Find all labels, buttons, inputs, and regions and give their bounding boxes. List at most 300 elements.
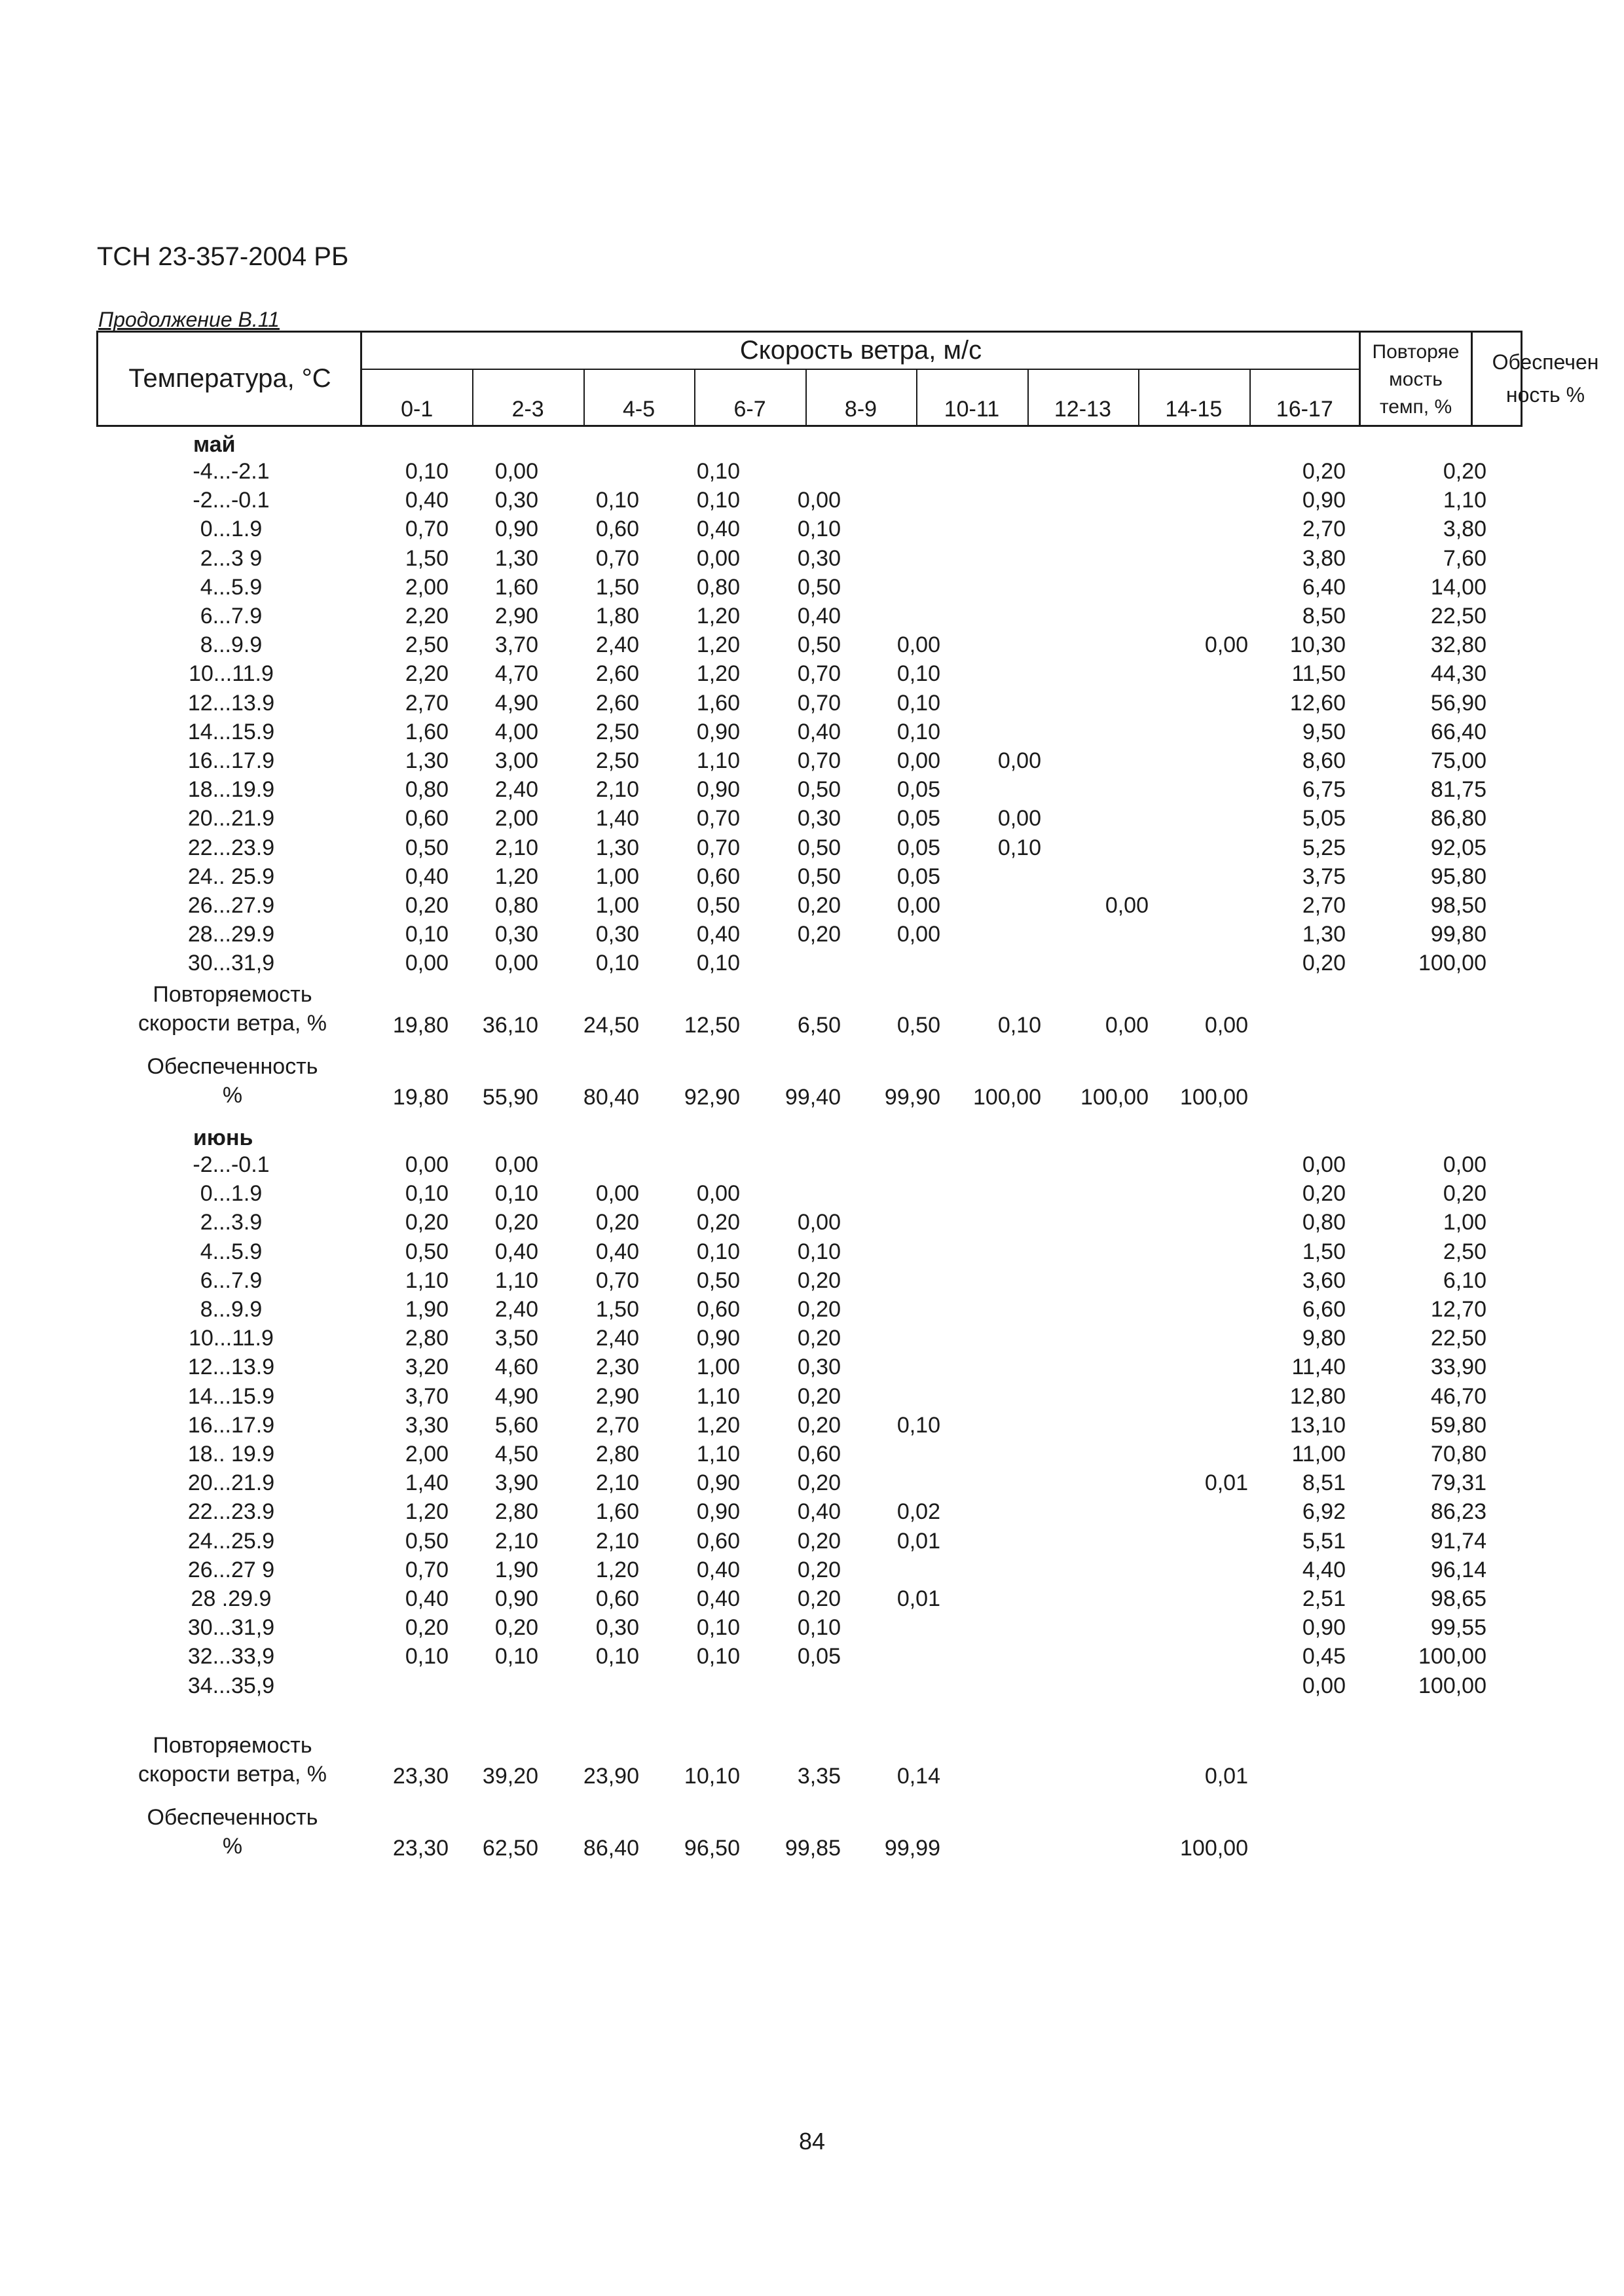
- obes-cell: 7,60: [1443, 545, 1486, 571]
- summary-obes-label: %: [222, 1833, 243, 1859]
- table-row: [0, 920, 1624, 949]
- obes-header-line-2: ность %: [1505, 383, 1585, 407]
- summary-value: 23,90: [583, 1763, 639, 1789]
- value-cell: 0,50: [696, 893, 740, 918]
- value-cell: 0,90: [494, 1586, 538, 1611]
- value-cell: 3,30: [405, 1412, 449, 1438]
- value-cell: 0,05: [896, 864, 940, 889]
- value-cell: 2,80: [595, 1442, 639, 1467]
- temperature-range: 4...5.9: [200, 574, 263, 600]
- value-cell: 0,10: [696, 488, 740, 513]
- temperature-range: 12...13.9: [187, 1355, 275, 1380]
- value-cell: 1,90: [494, 1557, 538, 1582]
- temperature-range: 14...15.9: [187, 719, 275, 744]
- table-row: [0, 1179, 1624, 1208]
- repeat-cell: 0,20: [1302, 951, 1346, 976]
- obes-cell: 46,70: [1430, 1383, 1486, 1409]
- speed-bin-header: 12-13: [1054, 397, 1111, 422]
- repeat-cell: 11,40: [1291, 1355, 1346, 1380]
- value-cell: 0,30: [494, 922, 538, 947]
- obes-cell: 14,00: [1430, 574, 1486, 600]
- value-cell: 2,50: [405, 632, 449, 658]
- table-row: [0, 486, 1624, 515]
- table-row: [0, 1208, 1624, 1237]
- value-cell: 0,90: [696, 777, 740, 803]
- table-row: [0, 1671, 1624, 1700]
- value-cell: 0,60: [696, 1297, 740, 1322]
- value-cell: 0,30: [595, 1615, 639, 1641]
- repeat-cell: 0,00: [1302, 1673, 1346, 1698]
- value-cell: 0,20: [797, 1528, 841, 1554]
- temperature-range: 34...35,9: [187, 1673, 275, 1698]
- repeat-cell: 9,50: [1302, 719, 1346, 744]
- value-cell: 0,05: [896, 777, 940, 803]
- value-cell: 0,05: [797, 1644, 841, 1669]
- table-row: [0, 1382, 1624, 1411]
- summary-value: 100,00: [1180, 1835, 1248, 1861]
- value-cell: 0,60: [405, 806, 449, 831]
- obes-cell: 95,80: [1430, 864, 1486, 889]
- summary-value: 99,90: [884, 1084, 940, 1110]
- repeat-cell: 0,45: [1302, 1644, 1346, 1669]
- value-cell: 4,70: [494, 661, 538, 687]
- value-cell: 0,10: [896, 690, 940, 716]
- value-cell: 0,20: [696, 1210, 740, 1235]
- repeat-cell: 0,00: [1302, 1152, 1346, 1177]
- value-cell: 0,10: [797, 1239, 841, 1264]
- value-cell: 1,30: [595, 835, 639, 860]
- repeat-cell: 0,80: [1302, 1210, 1346, 1235]
- repeat-cell: 8,50: [1302, 604, 1346, 629]
- summary-value: 24,50: [583, 1012, 639, 1038]
- summary-value: 6,50: [797, 1012, 841, 1038]
- temperature-range: 26...27.9: [187, 893, 275, 918]
- repeat-cell: 12,60: [1289, 690, 1346, 716]
- summary-repeat-label: Повторяемость: [153, 1732, 312, 1758]
- month-title: май: [193, 432, 236, 457]
- temperature-range: 8...9.9: [200, 1297, 263, 1322]
- value-cell: 2,20: [405, 661, 449, 687]
- value-cell: 2,50: [595, 748, 639, 773]
- temperature-range: 30...31,9: [187, 1615, 275, 1641]
- value-cell: 0,00: [797, 1210, 841, 1235]
- table-row: [0, 1642, 1624, 1671]
- repeat-cell: 5,51: [1302, 1528, 1346, 1554]
- obes-cell: 91,74: [1430, 1528, 1486, 1554]
- value-cell: 2,80: [494, 1499, 538, 1525]
- value-cell: 0,80: [405, 777, 449, 803]
- value-cell: 1,10: [494, 1267, 538, 1293]
- obes-cell: 86,80: [1430, 806, 1486, 831]
- value-cell: 2,10: [595, 1528, 639, 1554]
- obes-cell: 79,31: [1430, 1470, 1486, 1496]
- summary-value: 99,40: [784, 1084, 841, 1110]
- temperature-range: -2...-0.1: [193, 1152, 270, 1177]
- value-cell: 0,00: [405, 951, 449, 976]
- value-cell: 0,50: [405, 835, 449, 860]
- speed-bin-header: 4-5: [623, 397, 655, 422]
- value-cell: 1,60: [696, 690, 740, 716]
- repeat-header-line-2: мость: [1389, 368, 1443, 390]
- value-cell: 0,10: [696, 459, 740, 484]
- value-cell: 0,10: [405, 1644, 449, 1669]
- value-cell: 1,30: [405, 748, 449, 773]
- table-row: [0, 1613, 1624, 1642]
- value-cell: 1,00: [696, 1355, 740, 1380]
- value-cell: 5,60: [494, 1412, 538, 1438]
- summary-value: 0,01: [1204, 1763, 1248, 1789]
- obes-cell: 2,50: [1443, 1239, 1486, 1264]
- value-cell: 0,90: [696, 1499, 740, 1525]
- value-cell: 0,70: [405, 517, 449, 542]
- repeat-cell: 3,75: [1302, 864, 1346, 889]
- obes-cell: 100,00: [1418, 1673, 1486, 1698]
- obes-cell: 75,00: [1430, 748, 1486, 773]
- summary-value: 100,00: [1180, 1084, 1248, 1110]
- value-cell: 2,10: [595, 1470, 639, 1496]
- value-cell: 0,60: [696, 1528, 740, 1554]
- table-row: [0, 949, 1624, 977]
- value-cell: 0,20: [797, 1412, 841, 1438]
- value-cell: 0,60: [595, 517, 639, 542]
- value-cell: 1,20: [696, 632, 740, 658]
- value-cell: 0,10: [797, 517, 841, 542]
- value-cell: 2,40: [595, 1326, 639, 1351]
- table-row: [0, 1237, 1624, 1266]
- summary-value: 23,30: [392, 1763, 449, 1789]
- value-cell: 4,60: [494, 1355, 538, 1380]
- value-cell: 4,50: [494, 1442, 538, 1467]
- obes-cell: 92,05: [1430, 835, 1486, 860]
- value-cell: 1,40: [595, 806, 639, 831]
- value-cell: 0,20: [797, 1326, 841, 1351]
- value-cell: 0,60: [797, 1442, 841, 1467]
- repeat-cell: 5,25: [1302, 835, 1346, 860]
- value-cell: 1,10: [696, 1383, 740, 1409]
- value-cell: 0,10: [595, 951, 639, 976]
- table-row: [0, 689, 1624, 718]
- value-cell: 3,70: [405, 1383, 449, 1409]
- table-row: [0, 718, 1624, 746]
- value-cell: 0,40: [405, 1586, 449, 1611]
- value-cell: 0,01: [896, 1528, 940, 1554]
- speed-bin-header: 0-1: [401, 397, 434, 422]
- value-cell: 0,00: [896, 893, 940, 918]
- table-row: [0, 804, 1624, 833]
- value-cell: 0,20: [797, 1297, 841, 1322]
- obes-cell: 59,80: [1430, 1412, 1486, 1438]
- summary-value: 0,00: [1105, 1012, 1149, 1038]
- value-cell: 0,10: [896, 719, 940, 744]
- value-cell: 0,20: [797, 1557, 841, 1582]
- table-row: [0, 630, 1624, 659]
- value-cell: 2,00: [494, 806, 538, 831]
- value-cell: 0,70: [797, 661, 841, 687]
- speed-bin-header: 10-11: [944, 397, 1000, 422]
- value-cell: 0,10: [595, 1644, 639, 1669]
- value-cell: 0,50: [797, 777, 841, 803]
- obes-cell: 99,55: [1430, 1615, 1486, 1641]
- value-cell: 0,10: [405, 1181, 449, 1207]
- value-cell: 4,00: [494, 719, 538, 744]
- summary-value: 99,99: [884, 1835, 940, 1861]
- page-number: 84: [798, 2128, 826, 2155]
- wind-speed-header: Скорость ветра, м/с: [739, 336, 982, 365]
- obes-cell: 6,10: [1443, 1267, 1486, 1293]
- value-cell: 4,90: [494, 1383, 538, 1409]
- value-cell: 1,60: [405, 719, 449, 744]
- table-row: [0, 1440, 1624, 1468]
- value-cell: 1,10: [696, 1442, 740, 1467]
- value-cell: 0,40: [696, 1557, 740, 1582]
- value-cell: 0,00: [494, 951, 538, 976]
- value-cell: 0,40: [696, 922, 740, 947]
- obes-cell: 100,00: [1418, 951, 1486, 976]
- obes-cell: 100,00: [1418, 1644, 1486, 1669]
- value-cell: 0,40: [797, 1499, 841, 1525]
- temperature-range: 20...21.9: [187, 806, 275, 831]
- value-cell: 0,20: [494, 1615, 538, 1641]
- summary-value: 0,14: [896, 1763, 940, 1789]
- temperature-range: 30...31,9: [187, 951, 275, 976]
- value-cell: 0,10: [896, 661, 940, 687]
- value-cell: 1,90: [405, 1297, 449, 1322]
- value-cell: 0,00: [405, 1152, 449, 1177]
- value-cell: 0,00: [696, 545, 740, 571]
- value-cell: 2,90: [595, 1383, 639, 1409]
- temperature-range: 6...7.9: [200, 1267, 263, 1293]
- table-row: [0, 775, 1624, 804]
- value-cell: 1,80: [595, 604, 639, 629]
- value-cell: 0,05: [896, 835, 940, 860]
- table-row: [0, 1295, 1624, 1324]
- value-cell: 0,10: [405, 459, 449, 484]
- repeat-cell: 6,92: [1302, 1499, 1346, 1525]
- table-row: [0, 833, 1624, 862]
- repeat-cell: 0,20: [1302, 1181, 1346, 1207]
- obes-cell: 33,90: [1430, 1355, 1486, 1380]
- temperature-range: 24...25.9: [187, 1528, 275, 1554]
- repeat-cell: 9,80: [1302, 1326, 1346, 1351]
- value-cell: 0,60: [595, 1586, 639, 1611]
- temperature-range: 26...27 9: [187, 1557, 275, 1582]
- temperature-range: 6...7.9: [200, 604, 263, 629]
- value-cell: 1,00: [595, 893, 639, 918]
- value-cell: 0,10: [696, 1239, 740, 1264]
- repeat-cell: 8,51: [1302, 1470, 1346, 1496]
- value-cell: 0,00: [997, 748, 1041, 773]
- value-cell: 0,70: [797, 748, 841, 773]
- table-row: [0, 1584, 1624, 1613]
- value-cell: 2,70: [595, 1412, 639, 1438]
- repeat-cell: 3,80: [1302, 545, 1346, 571]
- value-cell: 0,10: [405, 922, 449, 947]
- obes-cell: 96,14: [1430, 1557, 1486, 1582]
- temperature-range: 28 .29.9: [191, 1586, 272, 1611]
- summary-repeat-label: скорости ветра, %: [138, 1761, 327, 1787]
- value-cell: 0,50: [797, 835, 841, 860]
- value-cell: 2,60: [595, 690, 639, 716]
- repeat-cell: 2,70: [1302, 517, 1346, 542]
- summary-value: 55,90: [482, 1084, 538, 1110]
- value-cell: 0,20: [797, 893, 841, 918]
- value-cell: 0,00: [1105, 893, 1149, 918]
- repeat-cell: 0,20: [1302, 459, 1346, 484]
- repeat-cell: 8,60: [1302, 748, 1346, 773]
- value-cell: 0,50: [405, 1239, 449, 1264]
- value-cell: 2,50: [595, 719, 639, 744]
- value-cell: 0,40: [797, 604, 841, 629]
- value-cell: 0,40: [405, 864, 449, 889]
- obes-cell: 3,80: [1443, 517, 1486, 542]
- table-row: [0, 746, 1624, 775]
- repeat-cell: 2,51: [1302, 1586, 1346, 1611]
- temperature-range: 0...1.9: [200, 517, 263, 542]
- speed-bin-header: 8-9: [844, 397, 877, 422]
- obes-cell: 81,75: [1430, 777, 1486, 803]
- repeat-header-line-1: Повторяе: [1372, 340, 1460, 363]
- value-cell: 0,20: [405, 893, 449, 918]
- summary-value: 0,00: [1204, 1012, 1248, 1038]
- summary-value: 0,10: [997, 1012, 1041, 1038]
- summary-value: 10,10: [684, 1763, 740, 1789]
- value-cell: 0,00: [1204, 632, 1248, 658]
- value-cell: 0,30: [797, 1355, 841, 1380]
- value-cell: 0,40: [696, 517, 740, 542]
- table-row: [0, 1411, 1624, 1440]
- value-cell: 2,10: [595, 777, 639, 803]
- value-cell: 0,20: [797, 922, 841, 947]
- repeat-cell: 1,50: [1302, 1239, 1346, 1264]
- obes-cell: 0,00: [1443, 1152, 1486, 1177]
- value-cell: 0,90: [696, 1326, 740, 1351]
- obes-cell: 70,80: [1430, 1442, 1486, 1467]
- value-cell: 0,90: [696, 719, 740, 744]
- value-cell: 0,20: [797, 1267, 841, 1293]
- value-cell: 0,40: [696, 1586, 740, 1611]
- value-cell: 1,20: [405, 1499, 449, 1525]
- temperature-range: 18...19.9: [187, 777, 275, 803]
- obes-cell: 99,80: [1430, 922, 1486, 947]
- obes-cell: 56,90: [1430, 690, 1486, 716]
- summary-obes-label: Обеспеченность: [147, 1053, 318, 1079]
- value-cell: 2,20: [405, 604, 449, 629]
- obes-cell: 12,70: [1430, 1297, 1486, 1322]
- continuation-label: Продолжение В.11: [98, 308, 280, 331]
- value-cell: 0,90: [494, 517, 538, 542]
- obes-header-line-1: Обеспечен: [1492, 350, 1599, 374]
- temperature-range: 28...29.9: [187, 922, 275, 947]
- value-cell: 0,50: [405, 1528, 449, 1554]
- summary-value: 19,80: [392, 1012, 449, 1038]
- value-cell: 0,50: [797, 632, 841, 658]
- table-row: [0, 1527, 1624, 1556]
- obes-cell: 98,65: [1430, 1586, 1486, 1611]
- value-cell: 0,00: [896, 922, 940, 947]
- summary-obes-row: [0, 1083, 1624, 1112]
- temperature-range: 12...13.9: [187, 690, 275, 716]
- summary-value: 3,35: [797, 1763, 841, 1789]
- table-row: [0, 573, 1624, 602]
- value-cell: 1,10: [405, 1267, 449, 1293]
- obes-cell: 44,30: [1430, 661, 1486, 687]
- repeat-cell: 3,60: [1302, 1267, 1346, 1293]
- obes-cell: 0,20: [1443, 1181, 1486, 1207]
- repeat-header-line-3: темп, %: [1379, 395, 1452, 418]
- value-cell: 3,50: [494, 1326, 538, 1351]
- value-cell: 0,70: [696, 806, 740, 831]
- value-cell: 0,00: [595, 1181, 639, 1207]
- value-cell: 0,10: [997, 835, 1041, 860]
- summary-repeat-row: [0, 1762, 1624, 1791]
- value-cell: 4,90: [494, 690, 538, 716]
- table-row: [0, 891, 1624, 920]
- table-header: [96, 331, 1599, 427]
- value-cell: 0,00: [896, 632, 940, 658]
- speed-bin-header: 2-3: [511, 397, 544, 422]
- summary-value: 86,40: [583, 1835, 639, 1861]
- value-cell: 2,10: [494, 835, 538, 860]
- value-cell: 2,70: [405, 690, 449, 716]
- repeat-cell: 6,60: [1302, 1297, 1346, 1322]
- obes-cell: 98,50: [1430, 893, 1486, 918]
- value-cell: 0,50: [797, 574, 841, 600]
- value-cell: 2,30: [595, 1355, 639, 1380]
- value-cell: 1,20: [595, 1557, 639, 1582]
- repeat-cell: 1,30: [1302, 922, 1346, 947]
- value-cell: 1,00: [595, 864, 639, 889]
- value-cell: 0,70: [797, 690, 841, 716]
- repeat-cell: 13,10: [1289, 1412, 1346, 1438]
- temperature-range: 10...11.9: [189, 661, 274, 687]
- obes-cell: 1,00: [1443, 1210, 1486, 1235]
- value-cell: 0,10: [595, 488, 639, 513]
- value-cell: 1,20: [696, 1412, 740, 1438]
- speed-bin-header: 14-15: [1165, 397, 1223, 422]
- temperature-range: 4...5.9: [200, 1239, 263, 1264]
- repeat-cell: 2,70: [1302, 893, 1346, 918]
- table-row: [0, 1324, 1624, 1353]
- value-cell: 0,40: [405, 488, 449, 513]
- obes-cell: 22,50: [1430, 604, 1486, 629]
- table-row: [0, 1353, 1624, 1381]
- value-cell: 0,10: [696, 951, 740, 976]
- value-cell: 0,60: [696, 864, 740, 889]
- value-cell: 0,10: [494, 1644, 538, 1669]
- value-cell: 3,00: [494, 748, 538, 773]
- temperature-range: 14...15.9: [187, 1383, 275, 1409]
- temperature-range: 0...1.9: [200, 1181, 263, 1207]
- value-cell: 2,40: [494, 777, 538, 803]
- summary-value: 0,50: [896, 1012, 940, 1038]
- value-cell: 3,20: [405, 1355, 449, 1380]
- value-cell: 0,20: [405, 1210, 449, 1235]
- value-cell: 2,80: [405, 1326, 449, 1351]
- value-cell: 0,70: [405, 1557, 449, 1582]
- temperature-range: 22...23.9: [187, 835, 275, 860]
- temperature-range: 20...21.9: [187, 1470, 275, 1496]
- value-cell: 1,40: [405, 1470, 449, 1496]
- summary-obes-label: Обеспеченность: [147, 1804, 318, 1830]
- temperature-column-header: Температура, °С: [128, 364, 331, 393]
- value-cell: 3,70: [494, 632, 538, 658]
- obes-cell: 32,80: [1430, 632, 1486, 658]
- temperature-range: 2...3.9: [200, 1210, 263, 1235]
- table-row: [0, 1497, 1624, 1526]
- value-cell: 0,20: [595, 1210, 639, 1235]
- summary-obes-row: [0, 1834, 1624, 1863]
- value-cell: 0,40: [595, 1239, 639, 1264]
